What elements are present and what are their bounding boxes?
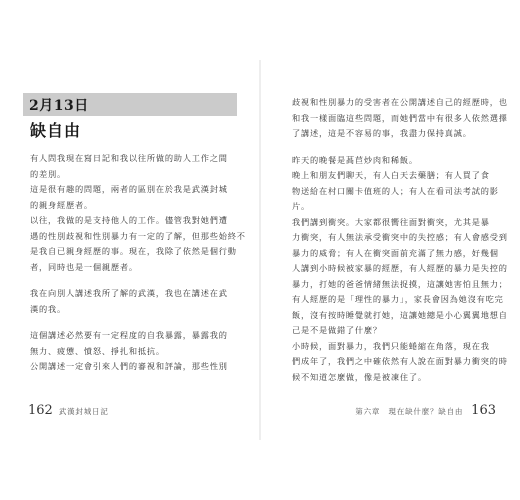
entry-date: 2月13日 — [29, 98, 89, 114]
text-line: 晚上和朋友們聊天，有人白天去藥膳；有人買了食 — [292, 170, 490, 180]
text-line: 有人問我現在寫日記和我以往所做的助人工作之間 — [30, 153, 228, 163]
entry-title: 缺自由 — [30, 121, 82, 140]
date-header-bar — [23, 93, 237, 116]
text-line: 漢的我。 — [30, 303, 66, 314]
text-line: 小時候，面對暴力，我們只能蜷縮在角落，現在我 — [292, 340, 490, 351]
text-line: 我在向別人講述我所了解的武漢，我也在講述在武 — [30, 288, 228, 298]
text-line: 的差別。 — [30, 168, 66, 179]
page-number: 162 — [28, 403, 53, 418]
text-line: 暴力，打她的爸爸情緒無法捉摸，這讓她害怕且無力； — [292, 278, 508, 289]
text-line: 這個講述必然要有一定程度的自我暴露，暴露我的 — [30, 330, 228, 340]
text-line: 我們講到衝突。大家都很嚮往面對衝突，尤其是暴 — [292, 216, 490, 227]
text-line: 公開講述一定會引來人們的審視和評論，那些性別 — [30, 361, 228, 371]
left-footer — [28, 399, 109, 418]
text-line: 以往，我做的是支持他人的工作。儘管我對她們遭 — [30, 215, 228, 225]
text-line: 遇的性別歧視和性別暴力有一定的了解，但那些始終不 — [30, 230, 246, 241]
paragraph-gap — [30, 275, 246, 286]
text-line: 者，同時也是一個親歷者。 — [30, 261, 138, 272]
text-line: 力衝突，有人無法承受衝突中的失控感；有人會感受到 — [292, 232, 508, 242]
text-line: 有人經歷的是「理性的暴力」，家長會因為她沒有吃完 — [292, 294, 504, 304]
running-head: 第六章 現在缺什麼？缺自由 — [355, 407, 464, 416]
left-body-text — [30, 151, 246, 375]
text-line: 人講到小時候被家暴的經歷，有人經歷的暴力是失控的 — [292, 263, 508, 273]
text-line: 物送給在村口關卡值班的人；有人在看司法考試的影 — [292, 185, 499, 196]
text-line: 和我一樣面臨這些問題，而她們當中有很多人依然選擇 — [292, 112, 508, 123]
right-footer — [355, 399, 496, 418]
text-line: 昨天的晚餐是萵苣炒肉和稀飯。 — [292, 154, 418, 165]
text-line: 是我自已親身經歷的事。現在，我除了依然是個行動 — [30, 246, 237, 256]
running-head: 武漢封城日記 — [58, 407, 109, 416]
paragraph-gap — [30, 317, 246, 328]
text-line: 己是不是做錯了什麼？ — [292, 325, 382, 335]
text-line: 這是很有趣的問題，兩者的區別在於我是武漢封城 — [30, 184, 228, 194]
text-line: 無力、疲憊、憤怒、掙扎和抵抗。 — [30, 345, 165, 356]
text-line: 暴力的威脅；有人在衝突面前充滿了無力感，好幾個 — [292, 247, 499, 258]
text-line: 的親身經歷者。 — [30, 199, 93, 210]
text-line: 飯，沒有按時睡覺就打她，這讓她總是小心翼翼地想自 — [292, 309, 508, 320]
text-line: 候不知道怎麼做，像是被凍住了。 — [292, 371, 427, 382]
right-page — [260, 0, 520, 500]
page-number: 163 — [471, 403, 496, 418]
text-line: 片。 — [292, 201, 310, 211]
paragraph-gap — [292, 142, 508, 153]
text-line: 們成年了，我們之中確依然有人說在面對暴力衝突的時 — [292, 356, 508, 366]
text-line: 歧視和性別暴力的受害者在公開講述自己的經歷時，也 — [292, 97, 508, 107]
right-body-text — [292, 95, 508, 385]
text-line: 了講述，這是不容易的事，我盡力保持真誠。 — [292, 128, 472, 138]
